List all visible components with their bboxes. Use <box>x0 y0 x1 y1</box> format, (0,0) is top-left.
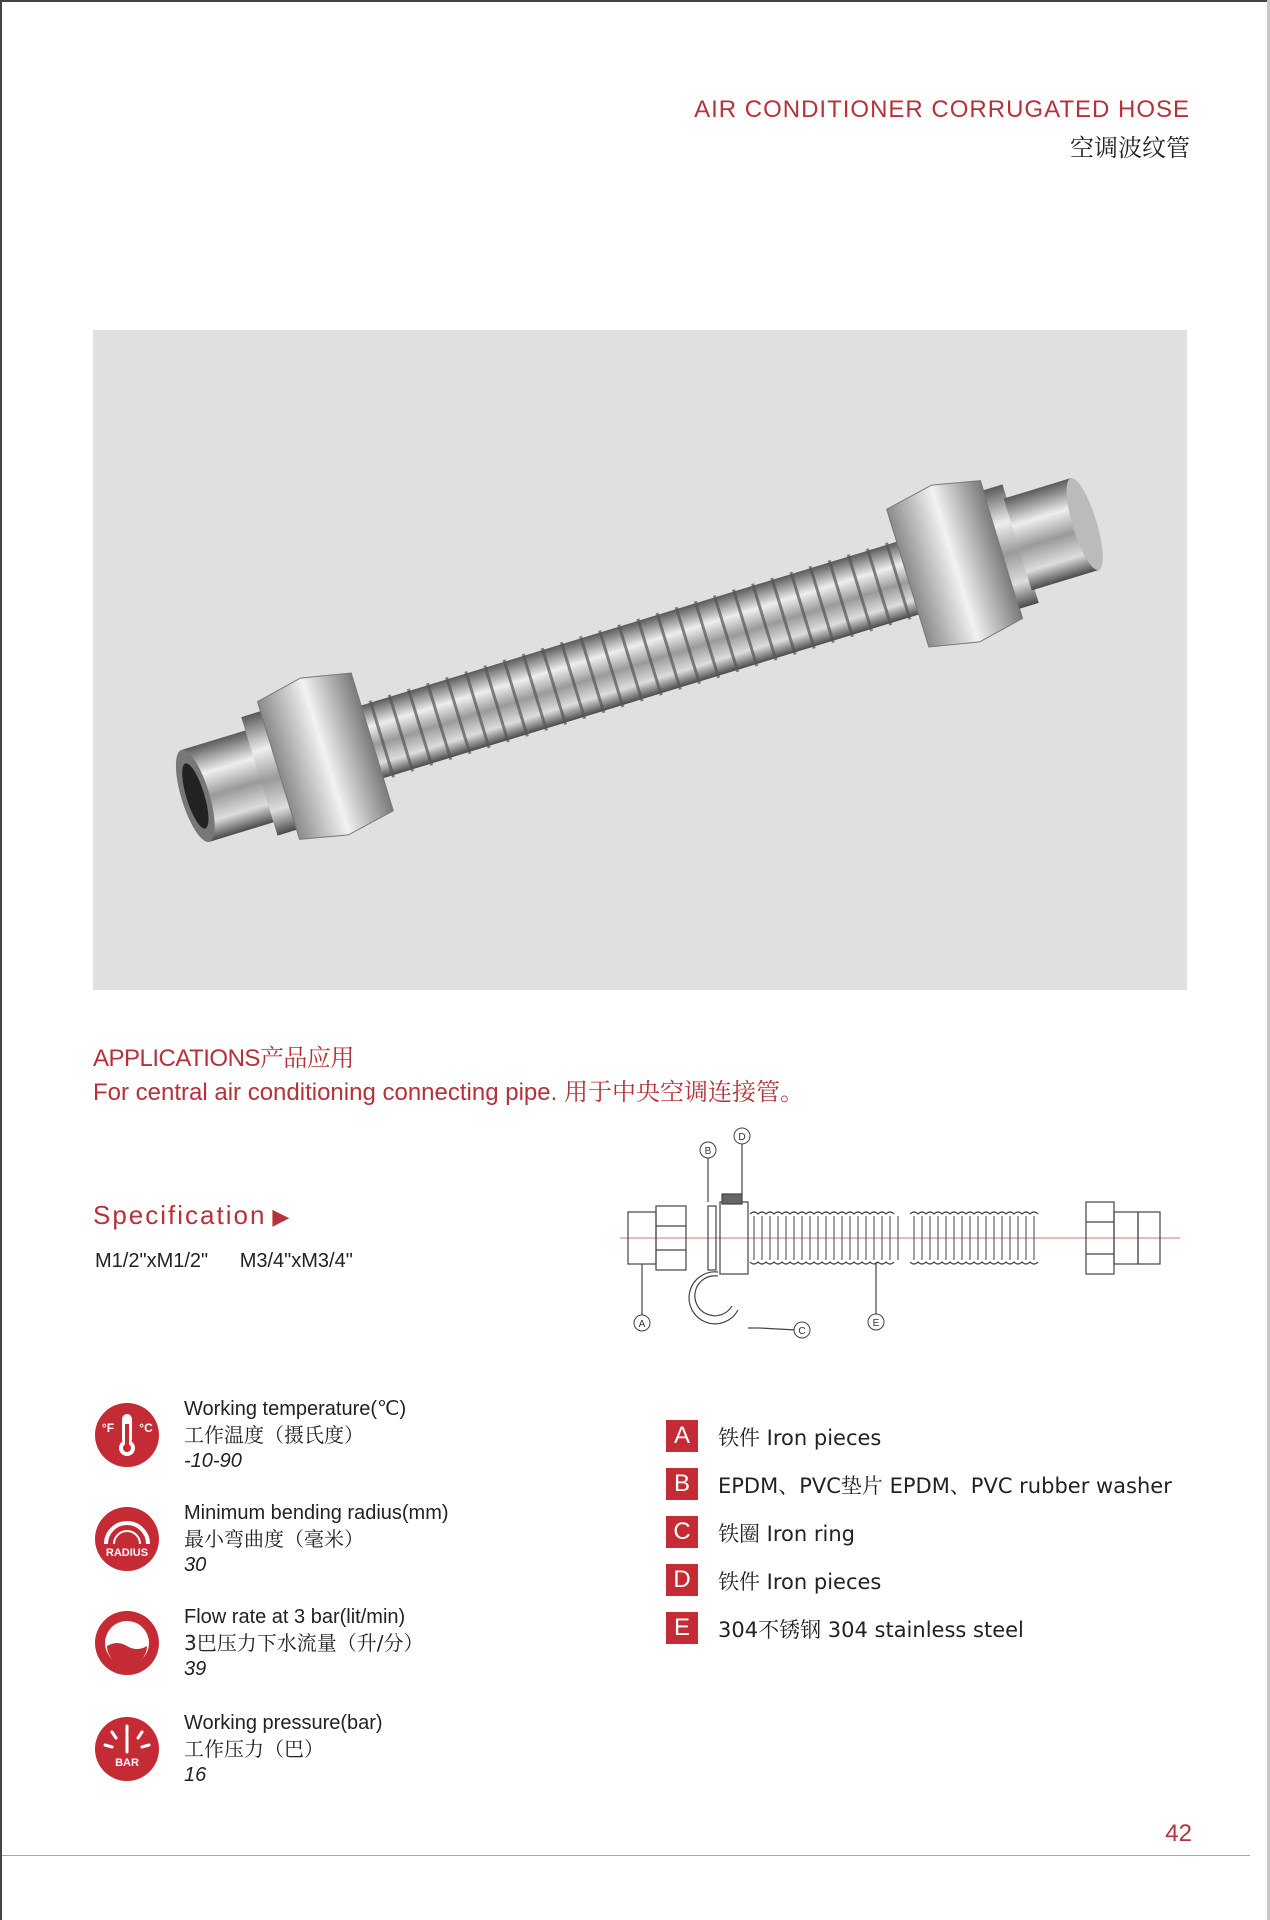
applications-description: For central air conditioning connecting pipe. 用于中央空调连接管。 <box>93 1079 804 1106</box>
corrugated-hose-image <box>93 330 1187 990</box>
callout-d: D <box>738 1132 746 1143</box>
legend-letter: B <box>666 1468 698 1500</box>
applications-title: APPLICATIONS产品应用 <box>93 1045 354 1072</box>
param-value: 30 <box>184 1554 207 1576</box>
celsius-label: °C <box>139 1421 153 1435</box>
specification-title <box>93 1200 289 1231</box>
pressure-gauge-icon <box>94 1716 160 1782</box>
param-bending-radius <box>94 1500 614 1590</box>
spec-size: M1/2"xM1/2" <box>95 1250 209 1272</box>
legend-item-d <box>666 1564 1186 1612</box>
thermometer-icon <box>94 1402 160 1468</box>
param-label-cn: 工作温度（摄氏度） <box>184 1423 364 1447</box>
specification-values <box>95 1250 379 1273</box>
param-label-en: Working temperature(℃) <box>184 1398 407 1420</box>
param-label-cn: 最小弯曲度（毫米） <box>184 1527 364 1551</box>
callout-a: A <box>638 1319 646 1330</box>
legend-letter: E <box>666 1612 698 1644</box>
legend-label: EPDM、PVC垫片 EPDM、PVC rubber washer <box>718 1474 1172 1498</box>
callout-c: C <box>798 1326 806 1337</box>
bar-label: BAR <box>115 1757 139 1769</box>
callout-e: E <box>872 1318 880 1329</box>
parts-legend <box>666 1420 1186 1660</box>
legend-item-b <box>666 1468 1186 1516</box>
param-label-cn: 工作压力（巴） <box>184 1737 324 1761</box>
legend-item-c <box>666 1516 1186 1564</box>
param-label-cn: 3巴压力下水流量（升/分） <box>184 1631 424 1655</box>
param-label-en: Working pressure(bar) <box>184 1712 383 1734</box>
legend-item-a <box>666 1420 1186 1468</box>
param-value: 39 <box>184 1658 207 1680</box>
legend-label: 304不锈钢 304 stainless steel <box>718 1618 1024 1642</box>
legend-item-e <box>666 1612 1186 1660</box>
product-title-en: AIR CONDITIONER CORRUGATED HOSE <box>694 96 1190 123</box>
param-flow-rate <box>94 1604 614 1694</box>
legend-label: 铁件 Iron pieces <box>718 1426 882 1450</box>
legend-label: 铁件 Iron pieces <box>718 1570 882 1594</box>
product-title-cn: 空调波纹管 <box>1070 134 1190 162</box>
frame-left-border <box>0 0 2 1920</box>
legend-label: 铁圈 Iron ring <box>718 1522 855 1546</box>
callout-b: B <box>704 1146 712 1157</box>
frame-top-border <box>0 0 1270 2</box>
radius-label: RADIUS <box>105 1547 149 1559</box>
fahrenheit-label: °F <box>101 1421 115 1435</box>
legend-letter: D <box>666 1564 698 1596</box>
product-photo <box>93 330 1187 990</box>
legend-letter: C <box>666 1516 698 1548</box>
param-working-pressure <box>94 1710 614 1800</box>
exploded-diagram <box>620 1118 1180 1368</box>
page-number: 42 <box>1165 1820 1192 1847</box>
flow-icon <box>94 1610 160 1676</box>
param-value: -10-90 <box>184 1450 242 1472</box>
specification-label: Specification <box>93 1200 267 1230</box>
legend-letter: A <box>666 1420 698 1452</box>
param-value: 16 <box>184 1764 207 1786</box>
spec-size: M3/4"xM3/4" <box>239 1250 353 1272</box>
triangle-arrow-icon: ▶ <box>272 1204 290 1229</box>
bottom-divider <box>2 1855 1250 1856</box>
param-label-en: Flow rate at 3 bar(lit/min) <box>184 1606 406 1628</box>
radius-icon <box>94 1506 160 1572</box>
param-label-en: Minimum bending radius(mm) <box>184 1502 449 1524</box>
param-working-temperature <box>94 1396 614 1486</box>
hose-drawing <box>620 1118 1180 1368</box>
